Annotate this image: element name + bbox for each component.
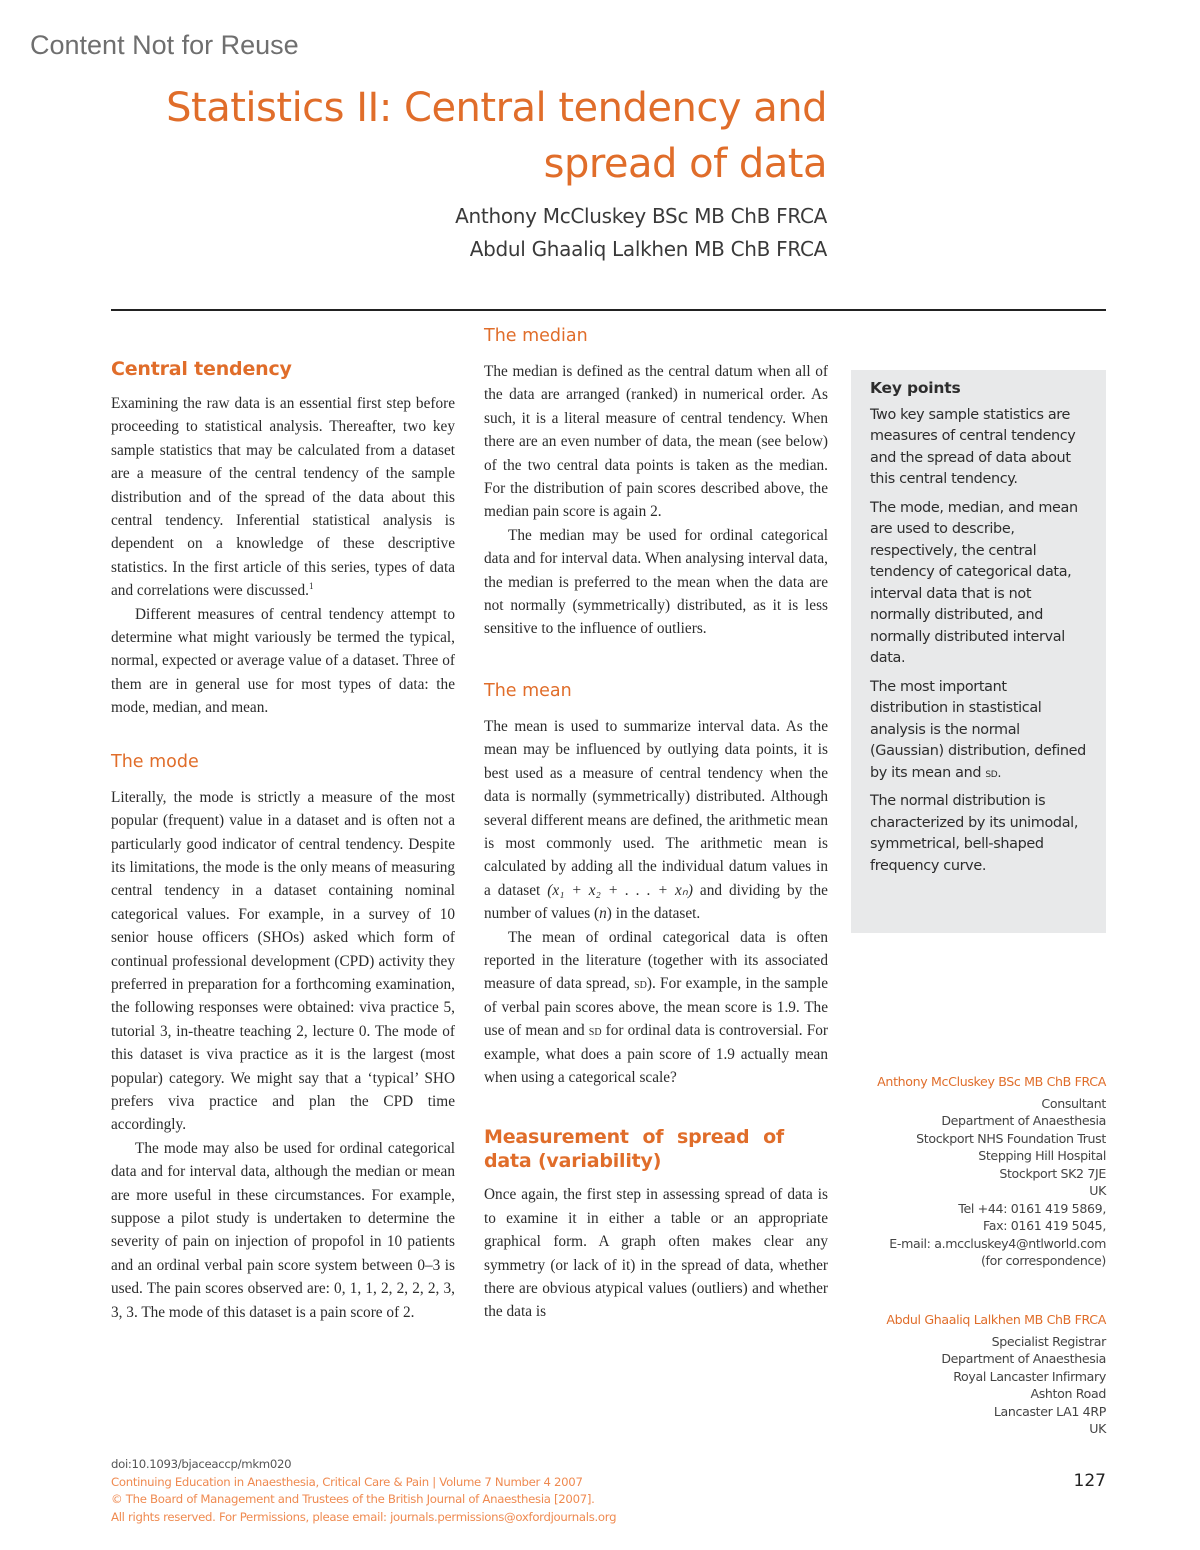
section-mode xyxy=(111,750,455,1324)
affiliation-line: UK xyxy=(1089,1421,1106,1436)
page-footer xyxy=(111,1456,616,1526)
author-list xyxy=(455,200,827,266)
section-central-tendency xyxy=(111,356,455,720)
email-link[interactable]: E-mail: a.mccluskey4@ntlworld.com xyxy=(889,1235,1106,1251)
doi-link[interactable]: doi:10.1093/bjaceaccp/mkm020 xyxy=(111,1457,292,1471)
affiliation-line: Consultant xyxy=(1041,1095,1106,1111)
affiliation-line: (for correspondence) xyxy=(980,1253,1106,1268)
affiliation-line: Department of Anaesthesia xyxy=(941,1113,1106,1128)
header-divider xyxy=(111,309,1106,311)
n-variable: n xyxy=(599,905,607,923)
affiliation-line: Stockport NHS Foundation Trust xyxy=(916,1130,1106,1146)
sd-abbrev: sd xyxy=(634,976,647,992)
author-1: Anthony McCluskey BSc MB ChB FRCA xyxy=(455,204,827,228)
reference-link[interactable]: 1 xyxy=(308,581,314,592)
paragraph: The median is defined as the central datum when all of the data are arranged (ranked) in numerical order. As such, it is a literal measure of central tendency. When there are an even number of data, the mean (see below) of the two central data points is taken as the median. For the distribution of pain scores described above, the median pain score is again 2. xyxy=(484,363,828,521)
section-median xyxy=(484,324,828,641)
permissions: All rights reserved. For Permissions, please email: journals.permissions@oxfordjournals.org xyxy=(111,1509,617,1524)
subsection-heading: The mean xyxy=(484,680,572,701)
affiliation-name: Anthony McCluskey BSc MB ChB FRCA xyxy=(877,1074,1106,1089)
key-point: The normal distribution is characterized by its unimodal, symmetrical, bell-shaped frequency curve. xyxy=(870,793,1079,874)
phone: Tel +44: 0161 419 5869, xyxy=(958,1200,1106,1216)
subsection-heading: The mode xyxy=(111,751,199,772)
journal-info: Continuing Education in Anaesthesia, Critical Care & Pain | Volume 7 Number 4 2007 xyxy=(111,1474,583,1489)
title-line-1: Statistics II: Central tendency and xyxy=(166,85,827,131)
paragraph: The mode may also be used for ordinal categorical data and for interval data, although the median or mean are more useful in these circumstances. For example, suppose a pilot study is undertaken to determine the severity of pain on injection of propofol in 10 patients and an ordinal verbal pain score system between 0–3 is used. The pain scores observed are: 0, 1, 1, 2, 2, 2, 2, 3, 3, 3. The mode of this dataset is a pain score of 2. xyxy=(111,1139,455,1321)
paragraph: The mean of ordinal categorical data is often reported in the literature (together with its associated measure of data spread, sd). For example, in the sample of verbal pain scores above, the mean score is 1.9. The use of mean and sd for ordinal data is controversial. For example, what does a pain score of 1.9 actually mean when using a categorical scale? xyxy=(484,928,828,1086)
section-spread xyxy=(484,1125,828,1323)
key-point: Two key sample statistics are measures of central tendency and the spread of data about this central tendency. xyxy=(870,406,1076,487)
sd-abbrev: sd. xyxy=(985,765,1002,781)
affiliation-line: Stepping Hill Hospital xyxy=(978,1148,1106,1163)
affiliation-name: Abdul Ghaaliq Lalkhen MB ChB FRCA xyxy=(886,1312,1106,1327)
affiliation-1 xyxy=(856,1073,1106,1270)
affiliation-line: Department of Anaesthesia xyxy=(941,1351,1106,1366)
affiliation-line: Lancaster LA1 4RP xyxy=(993,1403,1106,1419)
affiliation-line: Specialist Registrar xyxy=(991,1333,1106,1349)
column-2 xyxy=(484,324,828,1324)
column-1 xyxy=(111,356,455,1324)
affiliation-line: Ashton Road xyxy=(1030,1386,1106,1401)
watermark: Content Not for Reuse xyxy=(30,30,299,60)
affiliation-line: UK xyxy=(1089,1183,1106,1198)
section-mean xyxy=(484,679,828,1090)
page-number: 127 xyxy=(1073,1471,1106,1491)
key-points-heading: Key points xyxy=(870,379,961,397)
fax: Fax: 0161 419 5045, xyxy=(982,1218,1106,1233)
author-2: Abdul Ghaaliq Lalkhen MB ChB FRCA xyxy=(469,237,827,261)
article-title xyxy=(127,80,827,192)
section-heading: Central tendency xyxy=(111,358,292,380)
key-points-box xyxy=(851,370,1106,933)
sum-formula: (x₁ + x₂ + . . . + xₙ) xyxy=(547,881,693,899)
copyright: © The Board of Management and Trustees of the British Journal of Anaesthesia [2007]. xyxy=(111,1492,595,1507)
paragraph: Literally, the mode is strictly a measure of the most popular (frequent) value in a dataset and is often not a particularly good indicator of central tendency. Despite its limitations, the mode is the only means of measuring central tendency in a dataset containing nominal categorical values. For example, in a survey of 10 senior house officers (SHOs) asked which form of continual professional development (CPD) activity they preferred in preparation for a forthcoming examination, the following responses were obtained: viva practice 5, tutorial 3, in-theatre teaching 2, lecture 0. The mode of this dataset is viva practice as it is the largest (most popular) category. We might say that a ‘typical’ SHO prefers viva practice and plan the CPD time accordingly. xyxy=(111,788,455,1134)
key-point: The mode, median, and mean are used to describe, respectively, the central tendency of categorical data, interval data that is not normally distributed, and normally distributed interval data. xyxy=(870,499,1078,666)
key-point: The most important distribution in stastistical analysis is the normal (Gaussian) distribution, defined by its mean and sd. xyxy=(870,678,1086,781)
paragraph: The mean is used to summarize interval data. As the mean may be influenced by outlying data points, it is best used as a measure of central tendency when the data is normally (symmetrically) distributed. Although several different means are defined, the arithmetic mean is most commonly used. The arithmetic mean is calculated by adding all the individual datum values in a dataset (x₁ + x₂ + . . . + xₙ) and dividing by the number of values (n) in the dataset. xyxy=(484,717,828,923)
paragraph: Different measures of central tendency attempt to determine what might variously be termed the typical, normal, expected or average value of a dataset. Three of them are in general use for most types of data: the mode, median, and mean. xyxy=(111,605,455,717)
paragraph: Examining the raw data is an essential first step before proceeding to statistical analysis. Thereafter, two key sample statistics that may be calculated from a dataset are a measure of the central tendency of the sample distribution and of the spread of the data about this central tendency. Inferential statistical analysis is dependent on a knowledge of these descriptive statistics. In the first article of this series, types of data and correlations were discussed.$^1$ xyxy=(111,395,455,600)
section-heading: Measurement of spread of data (variability) xyxy=(484,1126,784,1173)
title-line-2: spread of data xyxy=(543,141,827,187)
paragraph: The median may be used for ordinal categorical data and for interval data. When analysing interval data, the median is preferred to the mean when the data are not normally (symmetrically) distributed, as it is less sensitive to the influence of outliers. xyxy=(484,526,828,638)
affiliation-line: Royal Lancaster Infirmary xyxy=(953,1368,1106,1384)
sd-abbrev: sd xyxy=(588,1023,602,1039)
paragraph: Once again, the first step in assessing spread of data is to examine it in either a table or an appropriate graphical form. A graph often makes clear any symmetry (or lack of it) in the spread of data, whether there are obvious atypical values (outliers) and whether the data is xyxy=(484,1186,828,1321)
subsection-heading: The median xyxy=(484,326,588,346)
affiliation-2 xyxy=(856,1311,1106,1438)
affiliation-line: Stockport SK2 7JE xyxy=(999,1165,1106,1181)
